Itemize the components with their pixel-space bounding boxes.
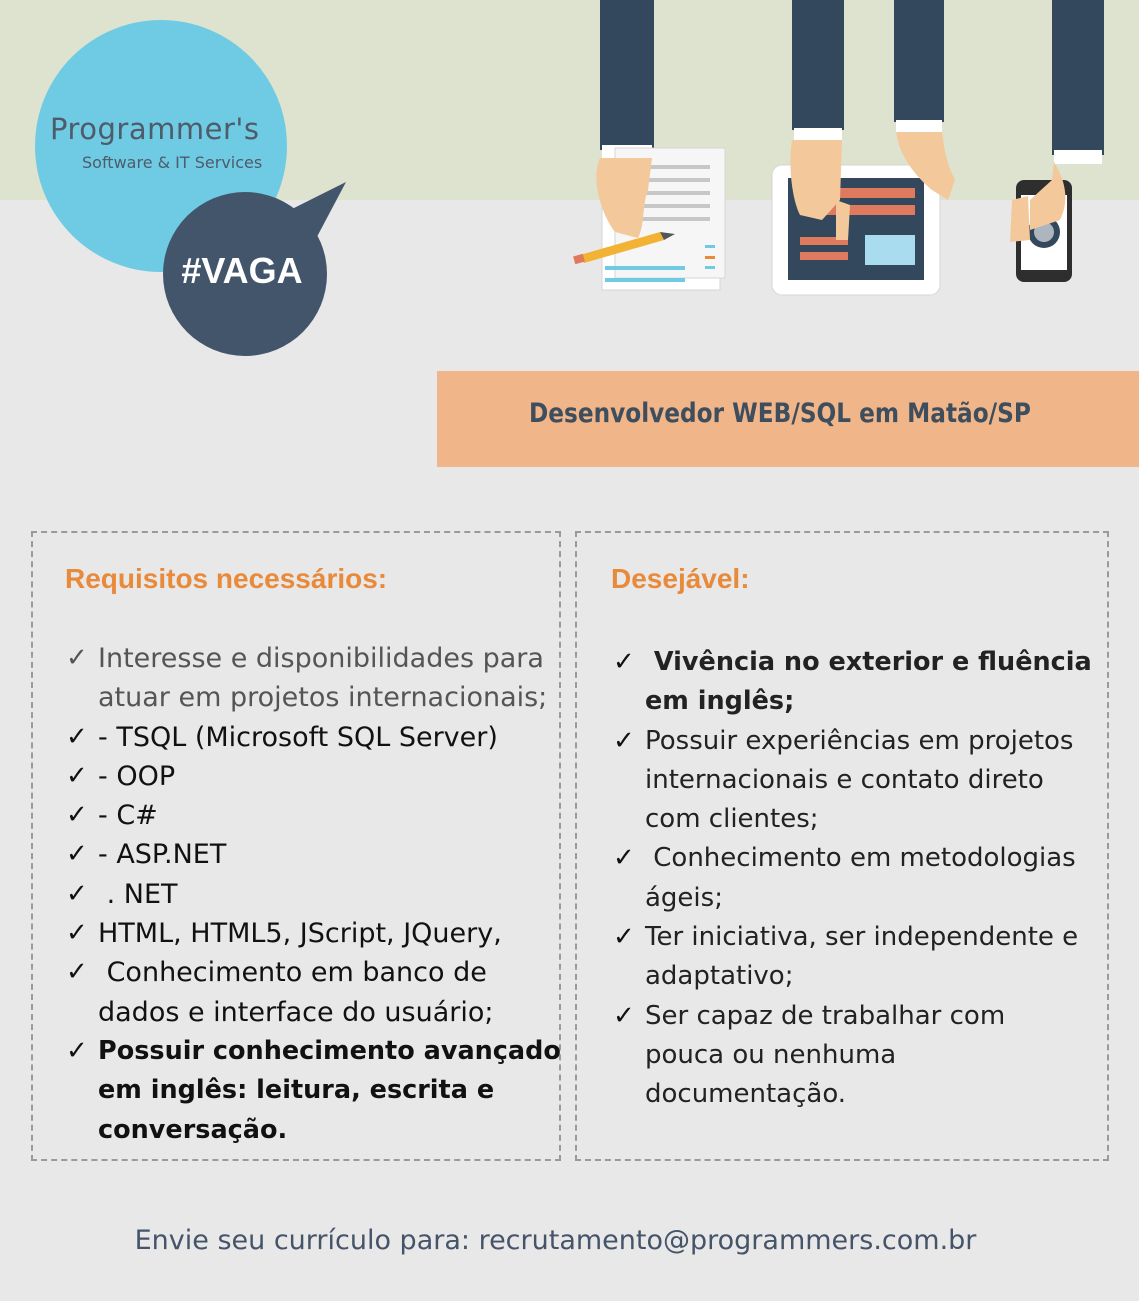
vaga-badge-text: #VAGA [181,250,303,291]
checkmark-icon: ✓ [613,843,635,874]
hands-devices-illustration-icon [560,0,1139,310]
checkmark-icon: ✓ [66,800,88,831]
desirable-item: ✓ Ser capaz de trabalhar com pouca ou nenhuma documentação. [613,997,1092,1115]
desirable-heading: Desejável: [611,563,750,594]
footer-contact: Envie seu currículo para: recrutamento@programmers.com.br [134,1225,977,1256]
desirable-item: ✓ Conhecimento em metodologias ágeis; [613,839,1092,918]
requirements-heading: Requisitos necessários: [65,563,388,594]
checkmark-icon: ✓ [66,760,88,791]
desirable-item: ✓ Possuir experiências em projetos internacionais e contato direto com clientes; [613,722,1092,840]
requirement-item: ✓ HTML, HTML5, JScript, JQuery, [66,914,561,953]
requirement-item: ✓ Interesse e disponibilidades para atuar em projetos internacionais; [66,639,561,718]
requirement-item: ✓ - C# [66,796,561,835]
checkmark-icon: ✓ [66,721,88,752]
logo-name: Programmer's [50,112,260,146]
requirement-item: ✓ . NET [66,875,561,914]
requirement-item: ✓ - TSQL (Microsoft SQL Server) [66,718,561,757]
checkmark-icon: ✓ [613,922,635,953]
requirement-item: ✓ - OOP [66,757,561,796]
desirable-box [575,531,1109,1161]
checkmark-icon: ✓ [66,839,88,870]
requirements-list [66,639,561,1150]
checkmark-icon: ✓ [66,643,88,673]
desirable-list [613,643,1092,1115]
checkmark-icon: ✓ [66,1035,88,1066]
requirement-item: ✓ - ASP.NET [66,835,561,874]
checkmark-icon: ✓ [613,1000,635,1031]
requirements-box [31,531,561,1161]
desirable-item: ✓ Vivência no exterior e fluência em inglês; [613,643,1092,722]
job-title: Desenvolvedor WEB/SQL em Matão/SP [529,398,1031,429]
desirable-item: ✓ Ter iniciativa, ser independente e adaptativo; [613,918,1092,997]
checkmark-icon: ✓ [66,957,88,988]
logo-tagline: Software & IT Services [82,153,263,172]
checkmark-icon: ✓ [613,647,635,677]
checkmark-icon: ✓ [613,725,635,756]
requirement-item: ✓ Possuir conhecimento avançado em inglês: leitura, escrita e conversação. [66,1032,561,1150]
requirement-item: ✓ Conhecimento em banco de dados e interface do usuário; [66,953,561,1032]
checkmark-icon: ✓ [66,878,88,909]
checkmark-icon: ✓ [66,918,88,949]
job-title-bar [437,371,1139,467]
